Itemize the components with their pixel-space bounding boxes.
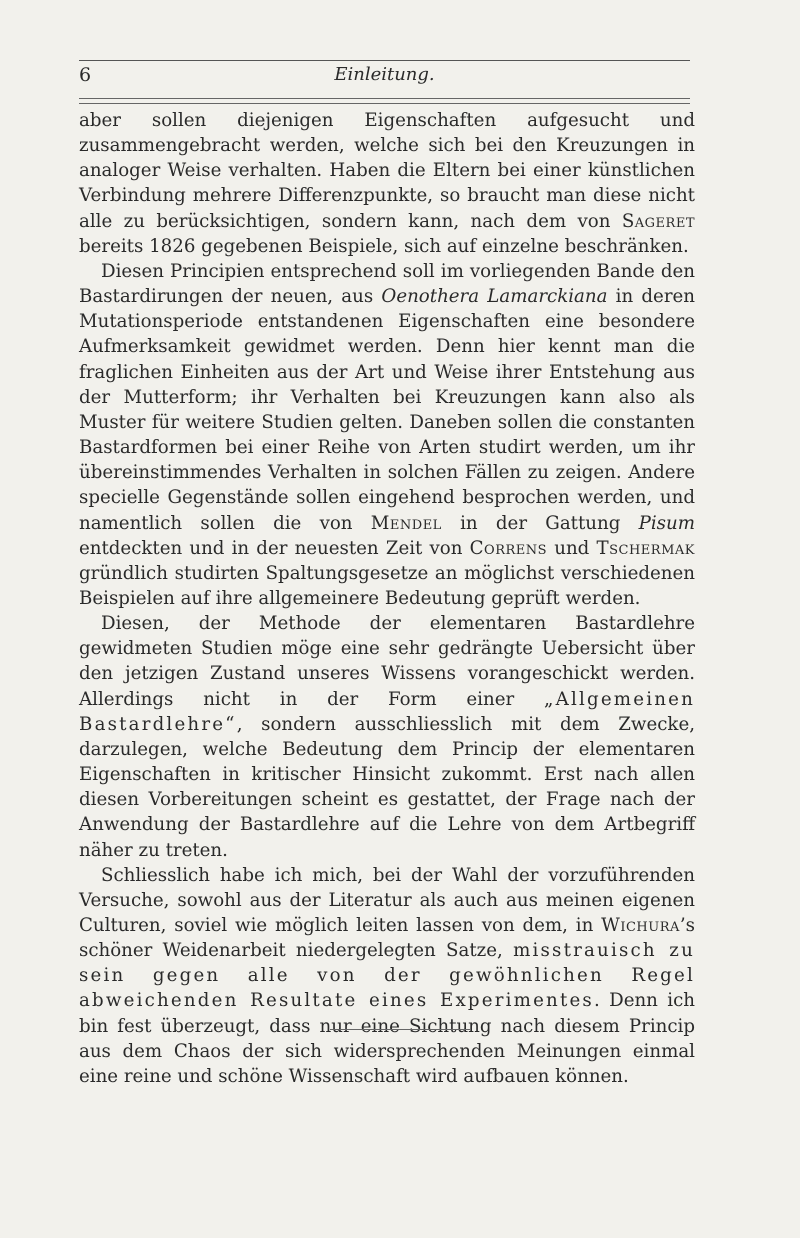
page-number: 6 bbox=[79, 64, 92, 86]
header-top-rule bbox=[79, 60, 690, 61]
text-run: Diesen, der Methode der elementaren Bastardlehre gewidmeten Studien möge eine sehr gedrängte Uebersicht über den jetzigen Zustand unseres Wissens vorangeschickt werden. Allerdings nicht in der Form einer bbox=[79, 613, 695, 710]
text-run: ’s schöner Weidenarbeit niedergelegten Satze, bbox=[79, 915, 695, 962]
species-name: Oenothera Lamarckiana bbox=[381, 286, 608, 308]
author-name-mendel: Mendel bbox=[370, 512, 442, 534]
text-run: und bbox=[547, 537, 597, 559]
spaced-emphasis: „Allgemeinen Bastardlehre“ bbox=[79, 688, 695, 735]
text-run: Diesen Principien entsprechend soll im vorliegenden Bande den Bastardirungen der neuen, aus bbox=[79, 260, 695, 308]
text-run: in deren Mutationsperiode entstandenen Eigenschaften eine besondere Aufmerksamkeit gewidmet werden. Denn hier kennt man die fraglichen Einheiten aus der Art und Weise ihrer Entstehung aus der Mutterform; ihr Verhalten bei Kreuzungen kann also als Muster für weitere Studien gelten. Daneben sollen die constanten Bastardformen bei einer Reihe von Arten studirt werden, um ihr übereinstimmendes Verhalten in solchen Fällen zu zeigen. Andere specielle Gegenstände sollen eingehend besprochen werden, und namentlich sollen die von bbox=[79, 286, 695, 534]
author-name-wichura: Wichura bbox=[601, 915, 680, 936]
paragraph-1 bbox=[79, 108, 695, 259]
header-double-rule bbox=[79, 98, 690, 104]
text-run: , sondern ausschliesslich mit dem Zwecke, darzulegen, welche Bedeutung dem Princip der elementaren Eigenschaften in kritischer Hinsicht zukommt. Erst nach allen diesen Vorbereitungen scheint es gestattet, der Frage nach der Anwendung der Bastardlehre auf die Lehre von dem Artbegriff näher zu treten. bbox=[79, 713, 695, 861]
text-run: . Denn ich bin fest überzeugt, dass nur eine Sichtung nach diesem Princip aus dem Chaos der sich widersprechenden Meinungen einmal eine reine und schöne Wissenschaft wird aufbauen können. bbox=[79, 990, 695, 1087]
text-run: bereits 1826 gegebenen Beispiele, sich auf einzelne beschränken. bbox=[79, 235, 689, 257]
paragraph-4 bbox=[79, 863, 695, 1089]
text-run: Schliesslich habe ich mich, bei der Wahl der vorzuführenden Versuche, sowohl aus der Literatur als auch aus meinen eigenen Culturen, soviel wie möglich leiten lassen von dem, in bbox=[79, 864, 695, 936]
spaced-emphasis: misstrauisch zu sein gegen alle von der gewöhnlichen Regel abweichenden Resultate eines Experimentes bbox=[79, 940, 695, 1012]
text-run: gründlich studirten Spaltungsgesetze an möglichst verschiedenen Beispielen auf ihre allgemeinere Bedeutung geprüft werden. bbox=[79, 562, 695, 609]
genus-name: Pisum bbox=[638, 512, 695, 534]
author-name-sageret: Sageret bbox=[621, 210, 695, 232]
body-text bbox=[79, 108, 695, 1089]
running-title: Einleitung. bbox=[334, 64, 435, 85]
text-run: entdeckten und in der neuesten Zeit von bbox=[79, 537, 470, 559]
text-run: in der Gattung bbox=[441, 512, 639, 534]
author-name-tschermak: Tschermak bbox=[596, 537, 695, 559]
text-run: aber sollen diejenigen Eigenschaften aufgesucht und zusammengebracht werden, welche sich bei den Kreuzungen in analoger Weise verhalten. Haben die Eltern bei einer künstlichen Verbindung mehrere Differenzpunkte, so braucht man diese nicht alle zu berücksichtigen, sondern kann, nach dem von bbox=[79, 110, 695, 232]
page-header bbox=[79, 64, 690, 94]
section-end-rule bbox=[330, 1029, 470, 1030]
author-name-correns: Correns bbox=[469, 537, 548, 559]
paragraph-3 bbox=[79, 611, 695, 863]
paragraph-2 bbox=[79, 259, 695, 611]
